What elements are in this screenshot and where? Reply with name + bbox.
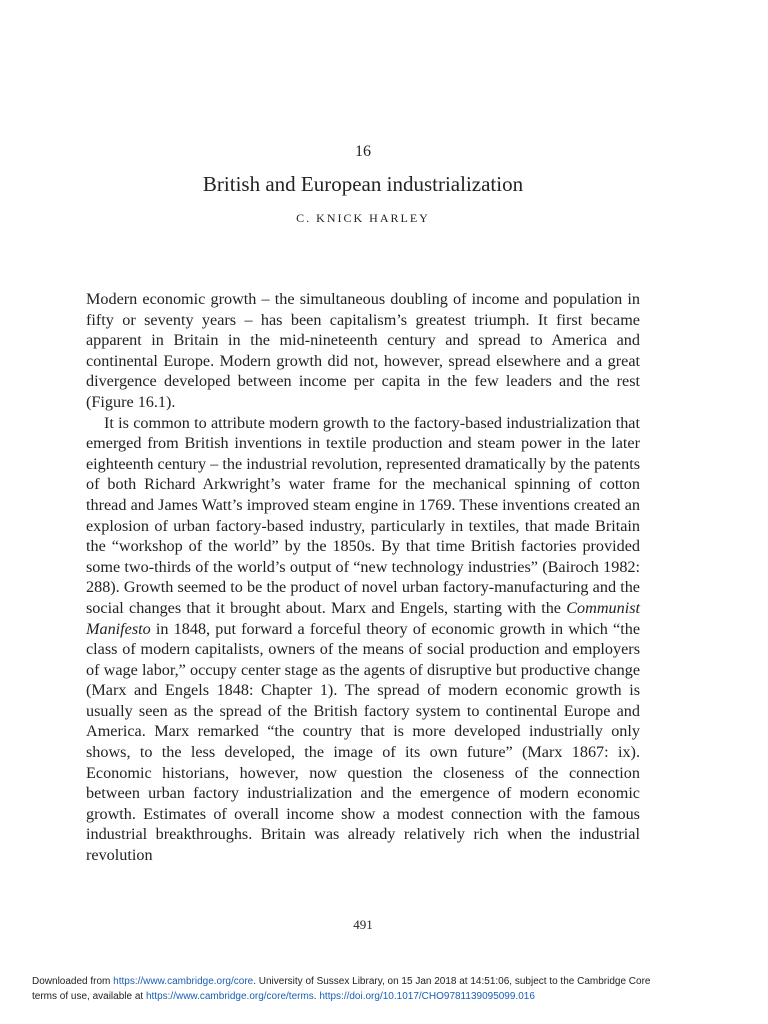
footer-line-2	[32, 989, 760, 1004]
core-link[interactable]: https://www.cambridge.org/core	[113, 976, 254, 987]
download-footer	[32, 974, 760, 1004]
footer-separator: .	[313, 991, 320, 1002]
terms-link[interactable]: https://www.cambridge.org/core/terms	[145, 991, 314, 1002]
doi-link[interactable]: https://doi.org/10.1017/CHO9781139095099.016	[319, 991, 535, 1002]
footer-access-text: . University of Sussex Library, on 15 Jan 2018 at 14:51:06, subject to the Cambridge Core	[253, 976, 651, 987]
paragraph-1: Modern economic growth – the simultaneous doubling of income and population in fifty or seventy years – has been capitalism’s greatest triumph. It first became apparent in Britain in the mid-nineteenth century and spread to America and continental Europe. Modern growth did not, however, spread elsewhere and a great divergence developed between income per capita in the few leaders and the rest (Figure 16.1).	[86, 290, 640, 411]
paragraph-2	[86, 413, 640, 866]
chapter-author: C. KNICK HARLEY	[296, 211, 430, 225]
chapter-title: British and European industrialization	[202, 172, 524, 196]
footer-terms-label: terms of use, available at	[32, 991, 146, 1002]
book-title-italic: Communist Manifesto	[86, 598, 640, 638]
body-text	[86, 289, 640, 866]
page-number: 491	[353, 917, 373, 932]
chapter-number: 16	[355, 143, 371, 160]
paragraph-2-text-a: It is common to attribute modern growth to the factory-based industrialization that emerged from British inventions in textile production and steam power in the later eighteenth century – the industrial revolution, represented dramatically by the patents of both Richard Arkwright’s water frame for the mechanical spinning of cotton thread and James Watt’s improved steam engine in 1769. These inventions created an explosion of urban factory-based industry, particularly in textiles, that made Britain the “workshop of the world” by the 1850s. By that time British factories provided some two-thirds of the world’s output of “new technology industries” (Bairoch 1982: 288). Growth seemed to be the product of novel urban factory-manufacturing and the social changes that it brought about. Marx and Engels, starting with the	[86, 413, 640, 617]
footer-downloaded-label: Downloaded from	[32, 976, 114, 987]
paragraph-2-text-b: in 1848, put forward a forceful theory of economic growth in which “the class of modern capitalists, owners of the means of social production and employers of wage labor,” occupy center stage as the agents of disruptive but productive change (Marx and Engels 1848: Chapter 1). The spread of modern economic growth is usually seen as the spread of the British factory system to continental Europe and America. Marx remarked “the country that is more developed industrially only shows, to the less developed, the image of its own future” (Marx 1867: ix). Economic historians, however, now question the closeness of the connection between urban factory industrialization and the emergence of modern economic growth. Estimates of overall income show a modest connection with the famous industrial breakthroughs. Britain was already relatively rich when the industrial revolution	[86, 619, 640, 865]
footer-line-1	[32, 974, 760, 989]
